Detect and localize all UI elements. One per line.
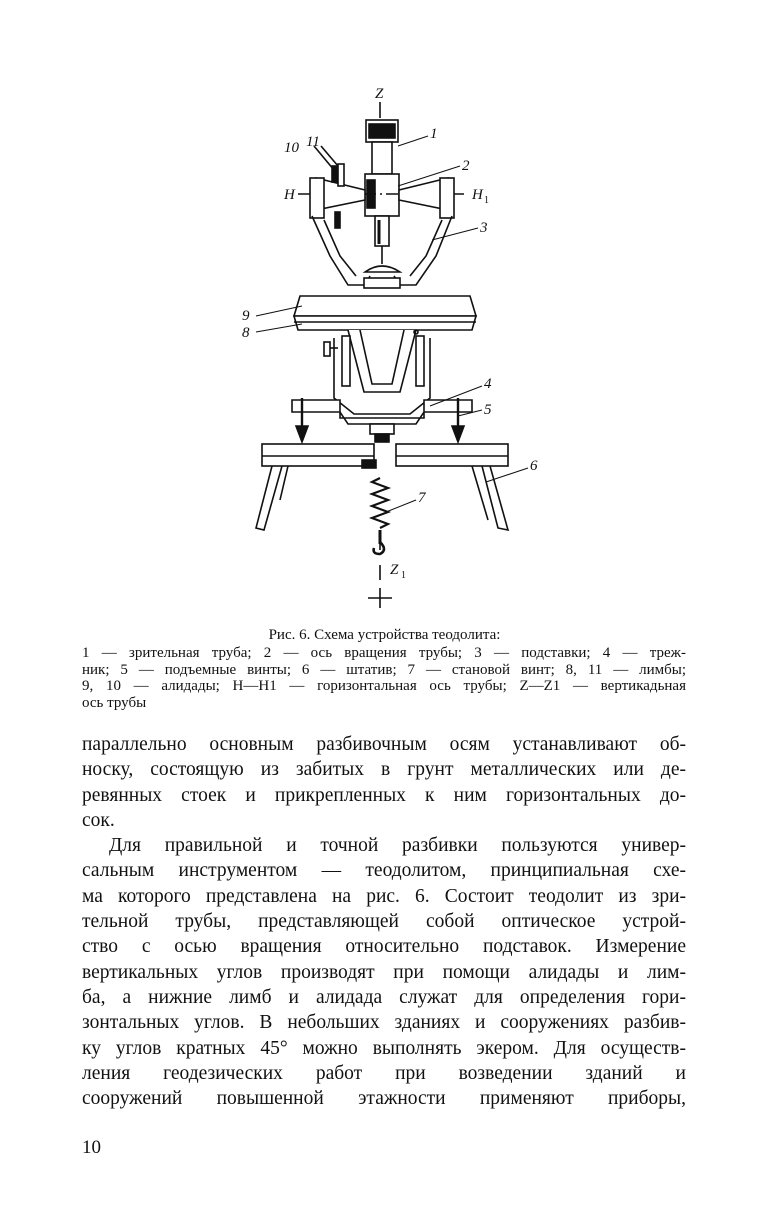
- text-line: Для правильной и точной разбивки пользуются универ-: [109, 835, 686, 857]
- text-line: сальным инструментом — теодолитом, принципиальная схе-: [82, 860, 686, 882]
- label-8: 8: [242, 325, 250, 341]
- label-1: 1: [430, 126, 438, 142]
- label-h1: H: [472, 187, 483, 203]
- label-2: 2: [462, 158, 470, 174]
- text-line: ба, а нижние лимб и алидада служат для определения гори-: [82, 986, 686, 1008]
- label-z1-sub: 1: [401, 570, 406, 581]
- legend-line: ник; 5 — подъемные винты; 6 — штатив; 7 — становой винт; 8, 11 — лимбы;: [82, 661, 686, 678]
- text-line: сооружений повышенной этажности применяют приборы,: [82, 1088, 686, 1110]
- legend-line: 1 — зрительная труба; 2 — ось вращения трубы; 3 — подставки; 4 — треж-: [82, 645, 686, 661]
- label-3: 3: [480, 220, 488, 236]
- label-7: 7: [418, 490, 426, 506]
- label-10: 10: [284, 140, 299, 156]
- text-line: сок.: [82, 809, 115, 831]
- label-4: 4: [484, 376, 492, 392]
- theodolite-diagram: [220, 80, 550, 610]
- legend-line: ось трубы: [82, 694, 147, 711]
- alidade-plate: [294, 296, 476, 330]
- label-5: 5: [484, 402, 492, 418]
- text-line: ма которого представлена на рис. 6. Состоит теодолит из зри-: [82, 885, 686, 907]
- body-text: [82, 732, 686, 1111]
- figure-legend: [82, 645, 686, 711]
- label-9: 9: [242, 308, 250, 324]
- text-line: зонтальных углов. В небольших зданиях и сооружениях разбив-: [82, 1012, 686, 1034]
- label-h1-sub: 1: [484, 195, 489, 206]
- label-z: Z: [375, 86, 384, 102]
- figure-caption-title: Рис. 6. Схема устройства теодолита:: [268, 627, 501, 643]
- text-line: ство с осью вращения относительно подставок. Измерение: [82, 936, 686, 958]
- label-11: 11: [306, 134, 320, 150]
- tripod: [256, 444, 508, 530]
- tribrach: [292, 330, 472, 442]
- text-line: тельной трубы, представляющей собой оптическое устрой-: [82, 911, 686, 933]
- fixing-screw: [372, 478, 388, 554]
- text-line: вертикальных углов производят при помощи алидады и лим-: [82, 961, 686, 983]
- label-z1: Z: [390, 562, 399, 578]
- text-line: ку углов кратных 45° можно выполнять экером. Для осуществ-: [82, 1037, 686, 1059]
- text-line: ления геодезических работ при возведении зданий и: [82, 1062, 686, 1084]
- label-h: H: [284, 187, 295, 203]
- page-number: 10: [82, 1137, 101, 1158]
- label-6: 6: [530, 458, 538, 474]
- text-line: ревянных стоек и прикрепленных к ним горизонтальных до-: [82, 784, 686, 806]
- telescope-tube: [365, 120, 399, 264]
- text-line: параллельно основным разбивочным осям устанавливают об-: [82, 734, 686, 755]
- legend-line: 9, 10 — алидады; H—H1 — горизонтальная ось трубы; Z—Z1 — вертикадьная: [82, 678, 686, 694]
- text-line: носку, состоящую из забитых в грунт металлических или де-: [82, 759, 686, 781]
